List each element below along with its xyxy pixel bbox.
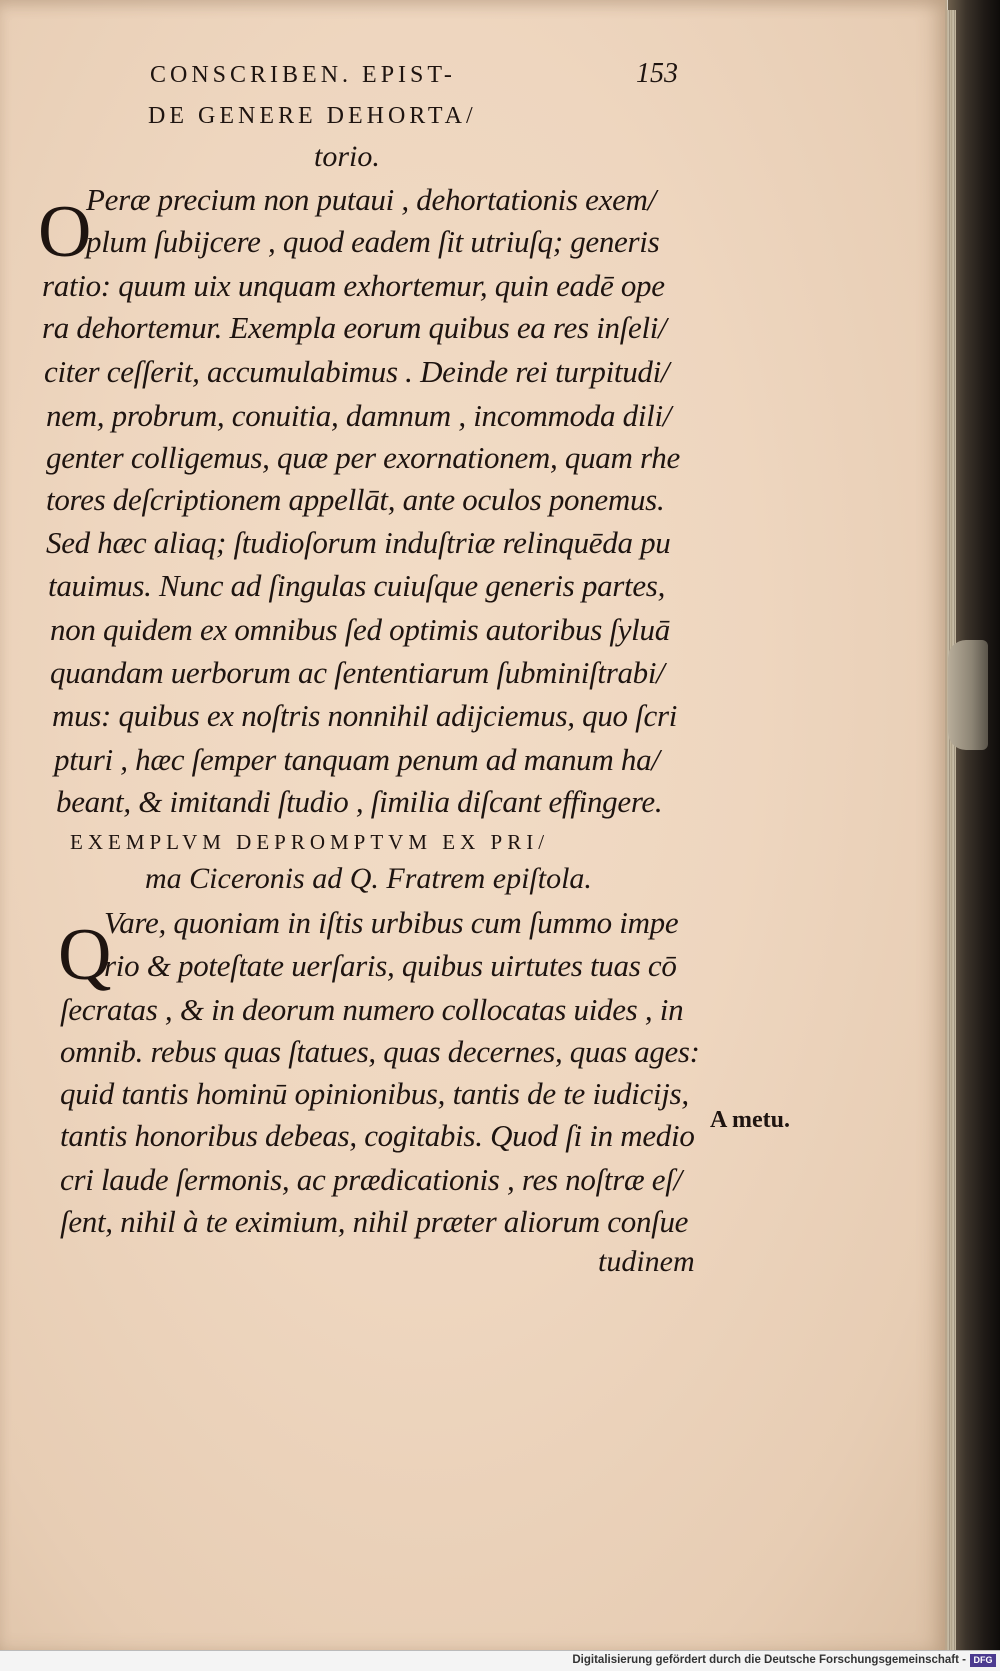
- dropcap-o: O: [38, 191, 92, 273]
- running-head: CONSCRIBEN. EPIST-: [150, 62, 456, 88]
- text-line: quandam uerborum ac ſententiarum ſubminiſtrabi/: [50, 655, 665, 690]
- text-line: omnib. rebus quas ſtatues, quas decernes, quas ages:: [60, 1034, 700, 1069]
- text-line: rio & poteſtate uerſaris, quibus uirtutes tuas cō: [104, 948, 677, 983]
- text-line: Peræ precium non putaui , dehortationis exem/: [86, 182, 656, 217]
- text-line: pturi , hæc ſemper tanquam penum ad manum ha/: [54, 742, 660, 777]
- text-line: ſecratas , & in deorum numero collocatas uides , in: [60, 992, 684, 1027]
- footer-bar: [0, 1650, 1000, 1671]
- section-title-line1: DE GENERE DEHORTA/: [148, 103, 477, 129]
- text-line: citer ceſſerit, accumulabimus . Deinde rei turpitudi/: [44, 354, 670, 389]
- section-title-line2: torio.: [314, 140, 380, 173]
- dfg-logo: DFG: [970, 1654, 996, 1667]
- text-line: nem, probrum, conuitia, damnum , incommoda dili/: [46, 398, 672, 433]
- example-heading-line2: ma Ciceronis ad Q. Fratrem epiſtola.: [145, 862, 592, 895]
- text-line: Vare, quoniam in iſtis urbibus cum ſummo impe: [104, 905, 679, 940]
- text-line: Sed hæc aliaq; ſtudioſorum induſtriæ relinquēda pu: [46, 525, 671, 560]
- margin-note: A metu.: [710, 1107, 790, 1133]
- footer-credit: Digitalisierung gefördert durch die Deutsche Forschungsgemeinschaft -: [572, 1654, 966, 1666]
- text-line: genter colligemus, quæ per exornationem, quam rhe: [46, 440, 680, 475]
- catchword: tudinem: [598, 1245, 695, 1278]
- text-line: quid tantis hominū opinionibus, tantis de te iudicijs,: [60, 1076, 689, 1111]
- text-line: non quidem ex omnibus ſed optimis autoribus ſyluā: [50, 612, 670, 647]
- text-line: beant, & imitandi ſtudio , ſimilia diſcant effingere.: [56, 784, 663, 819]
- page-clip: [948, 640, 988, 750]
- example-heading-line1: EXEMPLVM DEPROMPTVM EX PRI/: [70, 830, 550, 854]
- page-number: 153: [636, 58, 678, 89]
- text-line: tauimus. Nunc ad ſingulas cuiuſque generis partes,: [48, 568, 666, 603]
- text-line: mus: quibus ex noſtris nonnihil adijciemus, quo ſcri: [52, 698, 678, 733]
- text-line: tantis honoribus debeas, cogitabis. Quod ſi in medio: [60, 1118, 695, 1153]
- text-line: cri laude ſermonis, ac prædicationis , res noſtræ eſ/: [60, 1162, 682, 1197]
- text-line: ſent, nihil à te eximium, nihil præter aliorum conſue: [60, 1204, 689, 1239]
- dropcap-q: Q: [58, 914, 112, 996]
- text-line: ratio: quum uix unquam exhortemur, quin eadē ope: [42, 268, 665, 303]
- text-line: ra dehortemur. Exempla eorum quibus ea res inſeli/: [42, 310, 667, 345]
- text-line: plum ſubijcere , quod eadem ſit utriuſq; generis: [86, 224, 660, 259]
- text-line: tores deſcriptionem appellāt, ante oculos ponemus.: [46, 482, 665, 517]
